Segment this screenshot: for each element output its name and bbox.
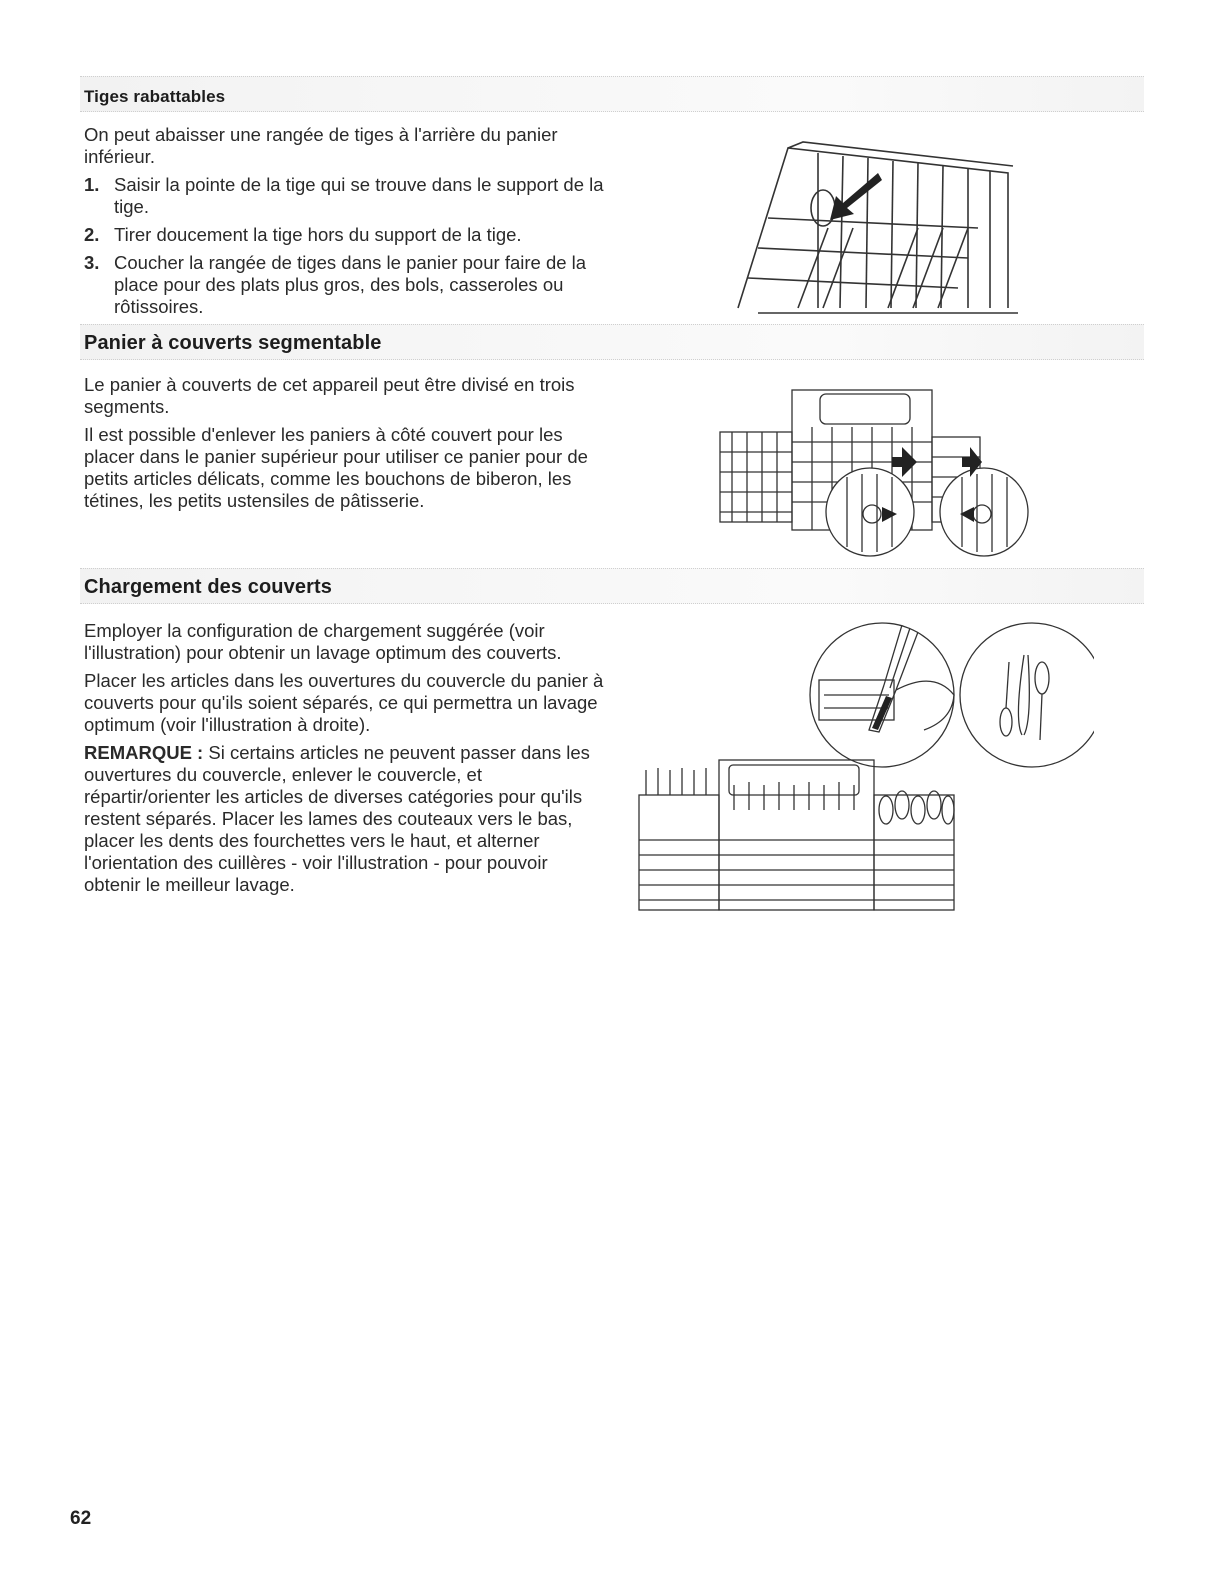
step-item: 3. Coucher la rangée de tiges dans le panier pour faire de la place pour des plats plus gros, des bols, casseroles ou rôtissoires. <box>84 252 587 317</box>
section-title-loading: Chargement des couverts <box>84 576 332 598</box>
silverware-loading-illustration <box>634 610 1094 916</box>
basket-segments-illustration <box>712 382 1042 562</box>
loading-text <box>84 620 604 902</box>
section-header-loading <box>80 568 1144 604</box>
basket-text <box>84 374 604 518</box>
section-title-tines: Tiges rabattables <box>84 87 226 106</box>
loading-note <box>84 742 604 896</box>
basket-paragraph: Le panier à couverts de cet appareil peut être divisé en trois segments. <box>84 374 575 417</box>
step-item: 1. Saisir la pointe de la tige qui se trouve dans le support de la tige. <box>84 174 604 217</box>
section-header-basket <box>80 324 1144 360</box>
note-text: Si certains articles ne peuvent passer dans les ouvertures du couvercle, enlever le couvercle, et répartir/orienter les articles de diverses catégories pour qu'ils restent séparés. Placer les lames des couteaux vers le bas, placer les dents des fourchettes vers le haut, et alterner l'orientation des cuillères - voir l'illustration - pour pouvoir obtenir le meilleur lavage. <box>84 742 590 895</box>
tines-steps <box>84 174 604 318</box>
loading-paragraph: Employer la configuration de chargement suggérée (voir l'illustration) pour obtenir un lavage optimum des couverts. <box>84 620 562 663</box>
basket-paragraph: Il est possible d'enlever les paniers à côté couvert pour les placer dans le panier supérieur pour utiliser ce panier pour de petits articles délicats, comme les bouchons de biberon, les tétines, les petits ustensiles de pâtisserie. <box>84 424 588 511</box>
tines-text <box>84 124 604 324</box>
loading-paragraph: Placer les articles dans les ouvertures du couvercle du panier à couverts pour qu'ils soient séparés, ce qui permettra un lavage optimum (voir l'illustration à droite). <box>84 670 604 735</box>
note-label: REMARQUE : <box>84 742 204 763</box>
step-item: 2. Tirer doucement la tige hors du support de la tige. <box>84 224 522 245</box>
page-number: 62 <box>70 1508 92 1529</box>
section-header-tines <box>80 76 1144 112</box>
tines-illustration <box>728 128 1028 318</box>
section-title-basket: Panier à couverts segmentable <box>84 332 382 354</box>
tines-intro: On peut abaisser une rangée de tiges à l'arrière du panier inférieur. <box>84 124 558 167</box>
